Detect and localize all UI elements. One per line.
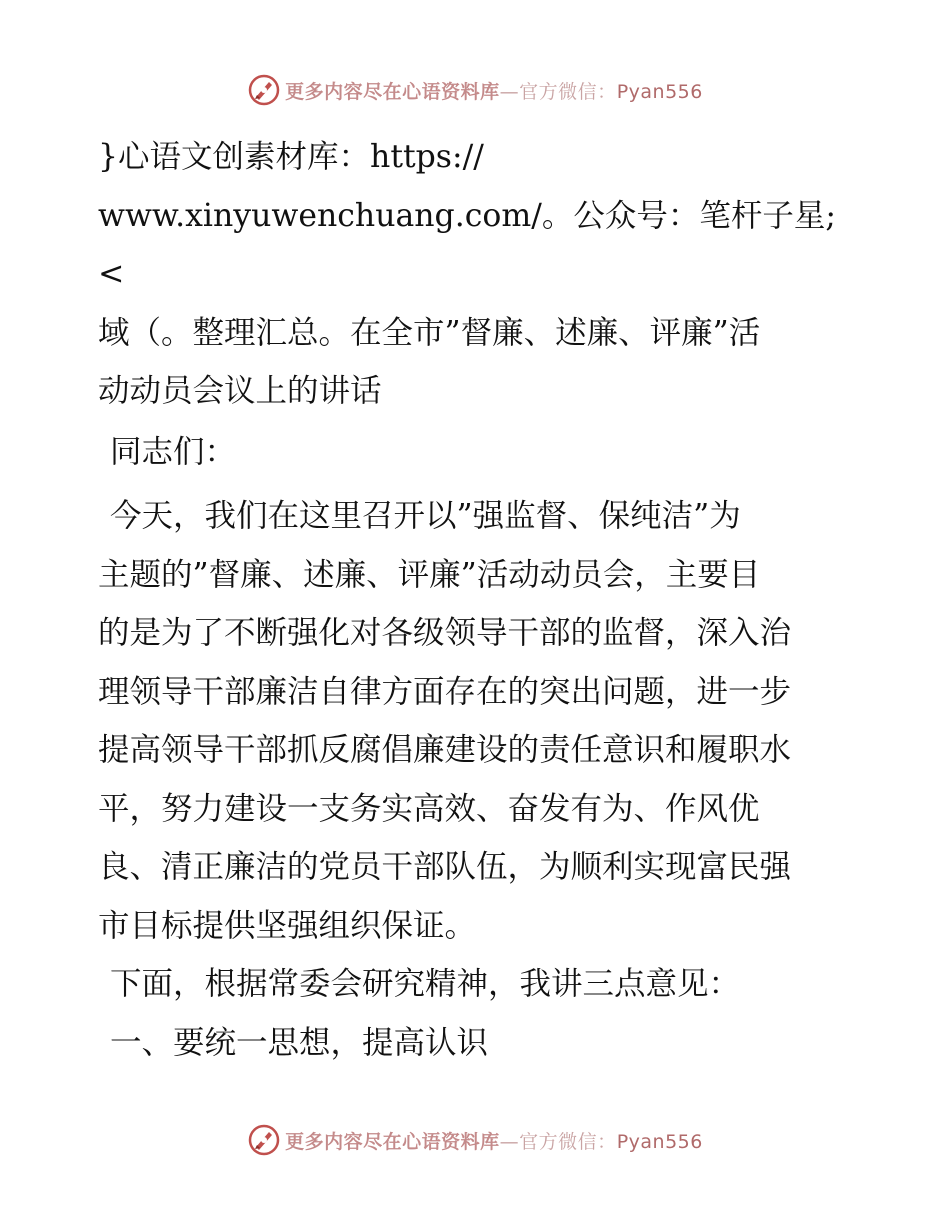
body-line: 主题的”督廉、述廉、评廉”活动动员会，主要目 — [98, 556, 761, 593]
banner-text — [285, 77, 703, 104]
document-header — [98, 128, 858, 421]
body-line: 今天，我们在这里召开以”强监督、保纯洁”为 — [110, 498, 741, 534]
section-heading: 一、要统一思想，提高认识 — [110, 1024, 489, 1061]
banner-dash: — — [499, 80, 520, 103]
banner-dash: — — [499, 1130, 520, 1153]
banner-account-label: 官方微信： — [519, 80, 617, 103]
banner-text — [285, 1127, 703, 1154]
lead-in-sentence: 下面，根据常委会研究精神，我讲三点意见： — [110, 966, 741, 1002]
banner-account-label: 官方微信： — [519, 1130, 617, 1153]
body-line: 提高领导干部抓反腐倡廉建设的责任意识和履职水 — [98, 732, 792, 768]
banner-account-handle: Pyan556 — [616, 80, 703, 103]
header-line: www.xinyuwenchuang.com/。公众号：笔杆子星;< — [98, 197, 836, 292]
brand-logo-icon — [247, 73, 281, 107]
header-line: }心语文创素材库：https:// — [98, 139, 484, 175]
body-paragraph — [98, 487, 858, 955]
header-line: 动动员会议上的讲话 — [98, 373, 382, 409]
body-line: 良、清正廉洁的党员干部队伍，为顺利实现富民强 — [98, 849, 792, 885]
body-line: 平，努力建设一支务实高效、奋发有为、作风优 — [98, 790, 760, 827]
header-banner — [0, 70, 950, 110]
body-line: 市目标提供坚强组织保证。 — [98, 907, 477, 944]
footer-banner — [0, 1120, 950, 1160]
body-line: 理领导干部廉洁自律方面存在的突出问题，进一步 — [98, 673, 792, 710]
banner-lead: 更多内容尽在心语资料库 — [285, 1130, 500, 1153]
banner-lead: 更多内容尽在心语资料库 — [285, 80, 500, 103]
salutation: 同志们： — [110, 433, 237, 470]
body-line: 的是为了不断强化对各级领导干部的监督，深入治 — [98, 615, 792, 651]
brand-logo-icon — [247, 1123, 281, 1157]
banner-account-handle: Pyan556 — [616, 1130, 703, 1153]
document-body — [98, 128, 858, 1072]
header-line: 域（。整理汇总。在全市”督廉、述廉、评廉”活 — [98, 314, 761, 351]
